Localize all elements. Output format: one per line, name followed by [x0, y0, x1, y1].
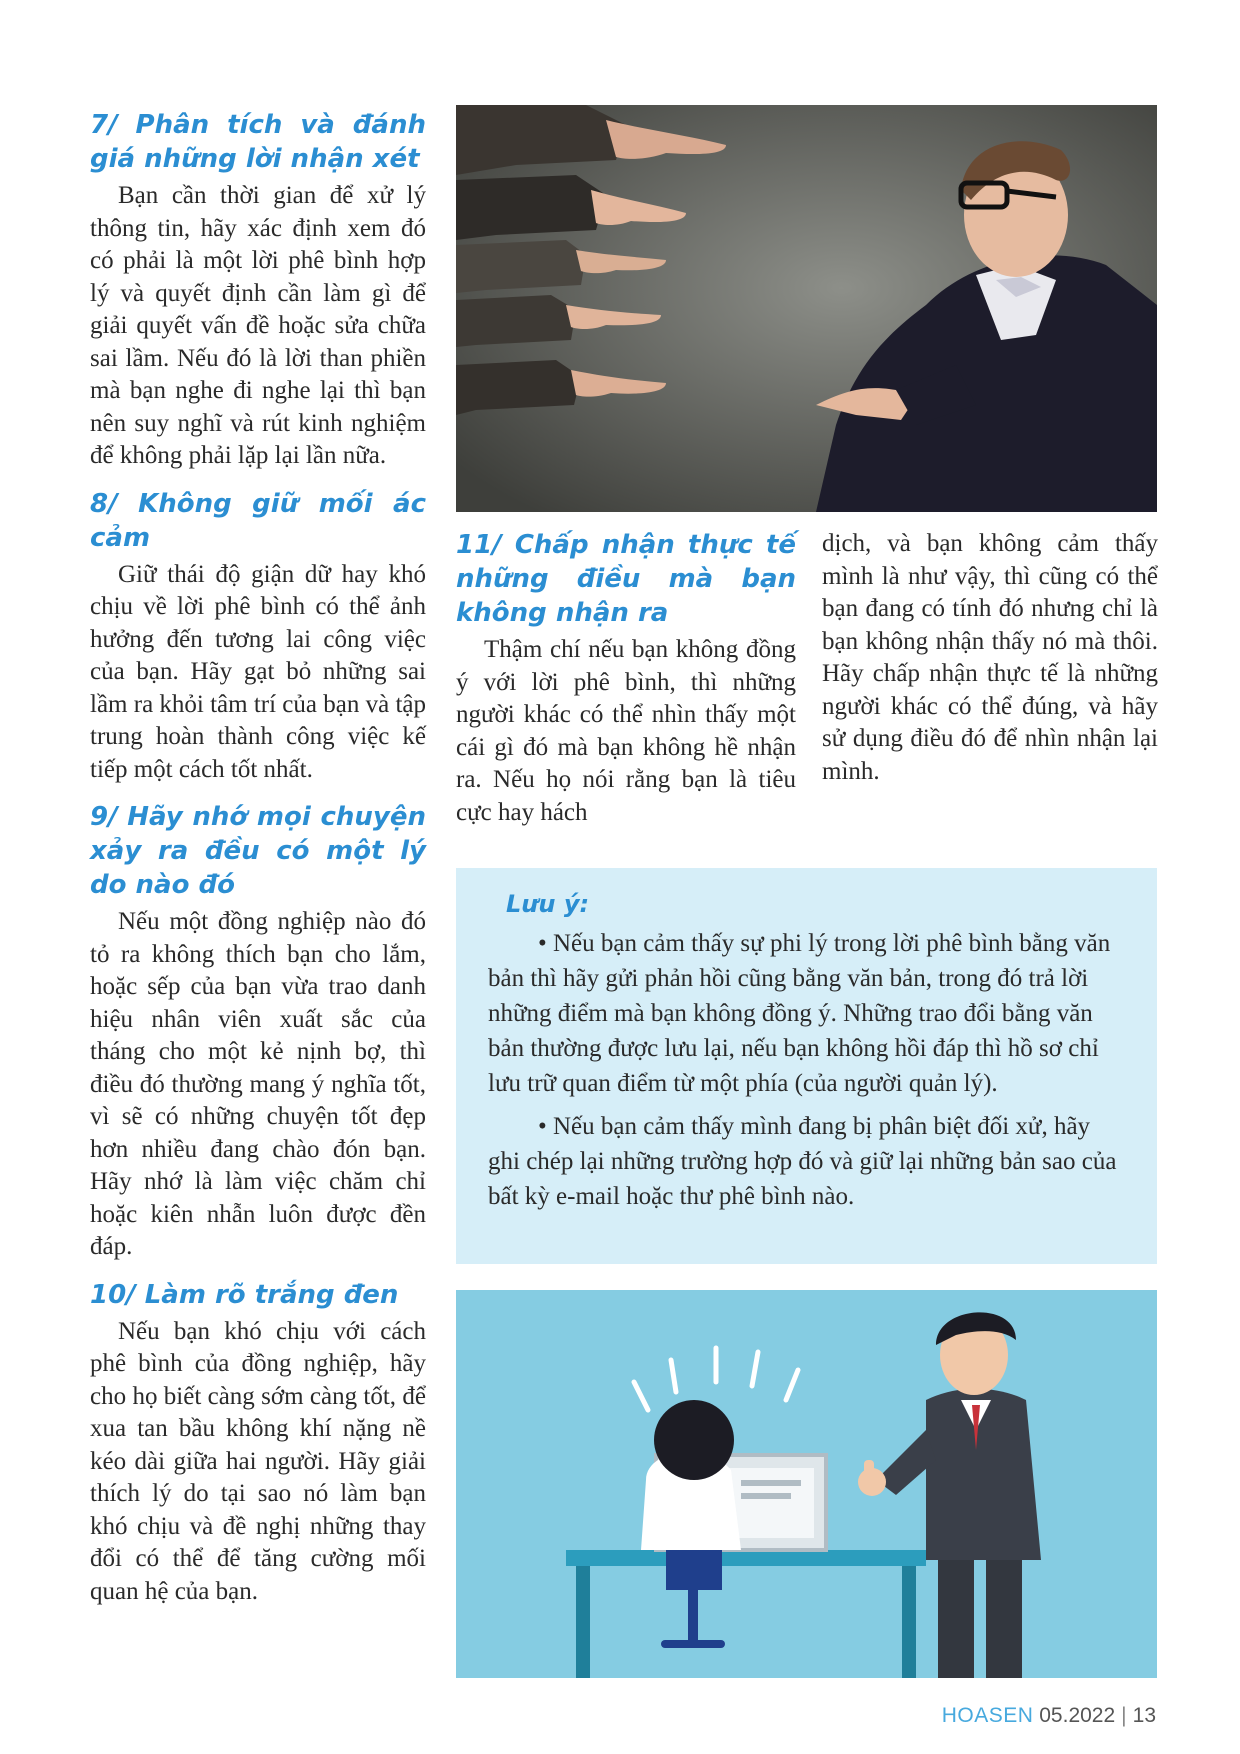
footer-separator: | — [1121, 1704, 1127, 1727]
section-heading: 9/ Hãy nhớ mọi chuyện xảy ra đều có một lý do nào đó — [90, 802, 426, 900]
illustration-graphic — [456, 1290, 1157, 1678]
section-body: Bạn cần thời gian để xử lý thông tin, hãy xác định xem đó có phải là một lời phê bình hợp lý và quyết định cần làm gì để giải quyết vấn đề hoặc sửa chữa sai lầm. Nếu đó là lời than phiền mà bạn nghe đi nghe lại thì bạn nên suy nghĩ và rút kinh nghiệm để không phải lặp lại lần nữa. — [90, 182, 426, 469]
page-number: 13 — [1132, 1704, 1156, 1727]
section-10 — [90, 1278, 426, 1609]
section-body-continued: dịch, và bạn không cảm thấy mình là như vậy, thì cũng có thể bạn đang có tính đó nhưng chỉ là bạn không nhận thấy nó mà thôi. Hãy chấp nhận thực tế là những người khác có thể đúng, và hãy sử dụng điều đó để nhìn nhận lại mình. — [822, 530, 1158, 785]
section-heading-line-a: 11/ Chấp nhận thực tế những điều mà bạn — [456, 530, 796, 594]
section-heading: 8/ Không giữ mối ác cảm — [90, 488, 426, 553]
pointing-fingers-photo — [456, 105, 1157, 512]
section-body: Nếu bạn khó chịu với cách phê bình của đồng nghiệp, hãy cho họ biết càng sớm càng tốt, để xua tan bầu không khí nặng nề kéo dài giữa hai người. Hãy giải thích lý do tại sao nó làm bạn khó chịu và đề nghị những thay đổi có thể để tăng cường mối quan hệ của bạn. — [90, 1317, 426, 1605]
section-9 — [90, 800, 426, 1264]
note-title: Lưu ý: — [506, 890, 590, 918]
office-criticism-illustration — [456, 1290, 1157, 1678]
section-body: Thậm chí nếu bạn không đồng ý với lời phê bình, thì những người khác có thể nhìn thấy một cái gì đó mà bạn không hề nhận ra. Nếu họ nói rằng bạn là tiêu cực hay hách — [456, 636, 796, 826]
left-column — [90, 108, 426, 1622]
note-box — [456, 868, 1157, 1264]
section-heading: 10/ Làm rõ trắng đen — [90, 1279, 399, 1310]
issue-date: 05.2022 — [1039, 1704, 1116, 1727]
desk — [566, 1550, 926, 1566]
section-11-column-a — [456, 528, 796, 843]
photo-illustration — [456, 105, 1157, 512]
section-heading — [456, 528, 796, 630]
magazine-brand: HOASEN — [941, 1704, 1034, 1727]
section-7 — [90, 108, 426, 473]
note-item: • Nếu bạn cảm thấy mình đang bị phân biệt đối xử, hãy ghi chép lại những trường hợp đó và giữ lại những bản sao của bất kỳ e-mail hoặc thư phê bình nào. — [488, 1113, 1117, 1210]
page-footer — [942, 1704, 1156, 1728]
section-body: Giữ thái độ giận dữ hay khó chịu về lời phê bình có thể ảnh hưởng đến tương lai công việc của bạn. Hãy gạt bỏ những sai lầm ra khỏi tâm trí của bạn và tập trung hoàn thành công việc kế tiếp một cách tốt nhất. — [90, 560, 426, 783]
section-8 — [90, 487, 426, 787]
section-heading: 7/ Phân tích và đánh giá những lời nhận xét — [90, 110, 426, 174]
section-11-column-b — [822, 528, 1158, 802]
section-heading-line-b: không nhận ra — [456, 598, 669, 628]
note-item: • Nếu bạn cảm thấy sự phi lý trong lời phê bình bằng văn bản thì hãy gửi phản hồi cũng bằng văn bản, trong đó trả lời những điểm mà bạn không đồng ý. Những trao đổi bằng văn bản thường được lưu lại, nếu bạn không hồi đáp thì hồ sơ chỉ lưu trữ quan điểm từ một phía (của người quản lý). — [488, 930, 1111, 1097]
section-body: Nếu một đồng nghiệp nào đó tỏ ra không thích bạn cho lắm, hoặc sếp của bạn vừa trao danh hiệu nhân viên xuất sắc của tháng cho một kẻ nịnh bợ, thì điều đó thường mang ý nghĩa tốt, vì sẽ có những chuyện tốt đẹp hơn nhiều đang chào đón bạn. Hãy nhớ là làm việc chăm chỉ hoặc kiên nhẫn luôn được đền đáp. — [90, 908, 426, 1260]
